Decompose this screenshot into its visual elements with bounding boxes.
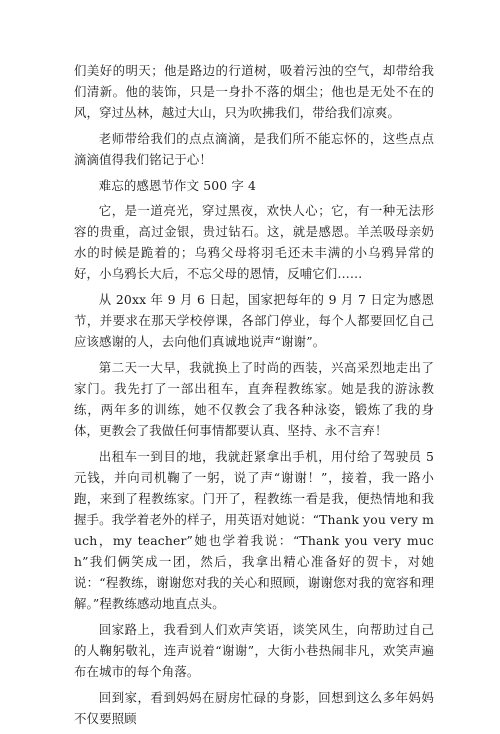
paragraph-next-morning: 第二天一大早，我就换上了时尚的西装，兴高采烈地走出了家门。我先打了一部出租车，直奔程教练家。她是我的游泳教练，两年多的训练，她不仅教会了我各种泳姿，锻炼了我的身体，更教会了我做任何事情都要认真、坚持、永不言弃！ <box>74 360 434 438</box>
paragraph-gratitude-intro: 它，是一道亮光，穿过黑夜，欢快人心；它，有一种无法形容的贵重，高过金银，贵过钻石。这，就是感恩。羊羔吸母亲奶水的时候是跪着的；乌鸦父母将羽毛还未丰满的小乌鸦异常的好，小乌鸦长大后，不忘父母的恩情，反哺它们…… <box>74 203 434 281</box>
paragraph-continuation: 们美好的明天；他是路边的行道树，吸着污浊的空气，却带给我们清新。他的装饰，只是一身扑不落的烟尘；他也是无处不在的风，穿过丛林，越过大山，只为吹拂我们，带给我们凉爽。 <box>74 63 434 120</box>
paragraph-back-home: 回到家，看到妈妈在厨房忙碌的身影，回想到这么多年妈妈不仅要照顾 <box>74 690 434 726</box>
document-body <box>74 60 434 734</box>
paragraph-holiday-decree: 从 20xx 年 9 月 6 日起，国家把每年的 9 月 7 日定为感恩节，并要求在那天学校停课，各部门停业，每个人都要回忆自己应该感谢的人，去向他们真诚地说声“谢谢”。 <box>74 292 434 349</box>
paragraph-way-home: 回家路上，我看到人们欢声笑语，谈笑风生，向帮助过自己的人鞠躬敬礼，连声说着“谢谢”，大街小巷热闹非凡，欢笑声遍布在城市的每个角落。 <box>74 622 434 679</box>
essay-title: 难忘的感恩节作文 500 字 4 <box>98 178 257 193</box>
paragraph-teacher-gratitude: 老师带给我们的点点滴滴，是我们所不能忘怀的，这些点点滴滴值得我们铭记于心！ <box>74 131 434 167</box>
paragraph-visit-coach: 出租车一到目的地，我就赶紧拿出手机，用付给了驾驶员 5 元钱，并向司机鞠了一躬，说了声“谢谢！”，接着，我一路小跑，来到了程教练家。门开了，程教练一看是我，便热情地和我握手。我学着老外的样子，用英语对她说：“Thank you very much，my teacher”她也学着我说：“Thank you very much”我们俩笑成一团，然后，我拿出精心准备好的贺卡，对她说：“程教练，谢谢您对我的关心和照顾，谢谢您对我的宽容和理解。”程教练感动地直点头。 <box>74 449 434 611</box>
